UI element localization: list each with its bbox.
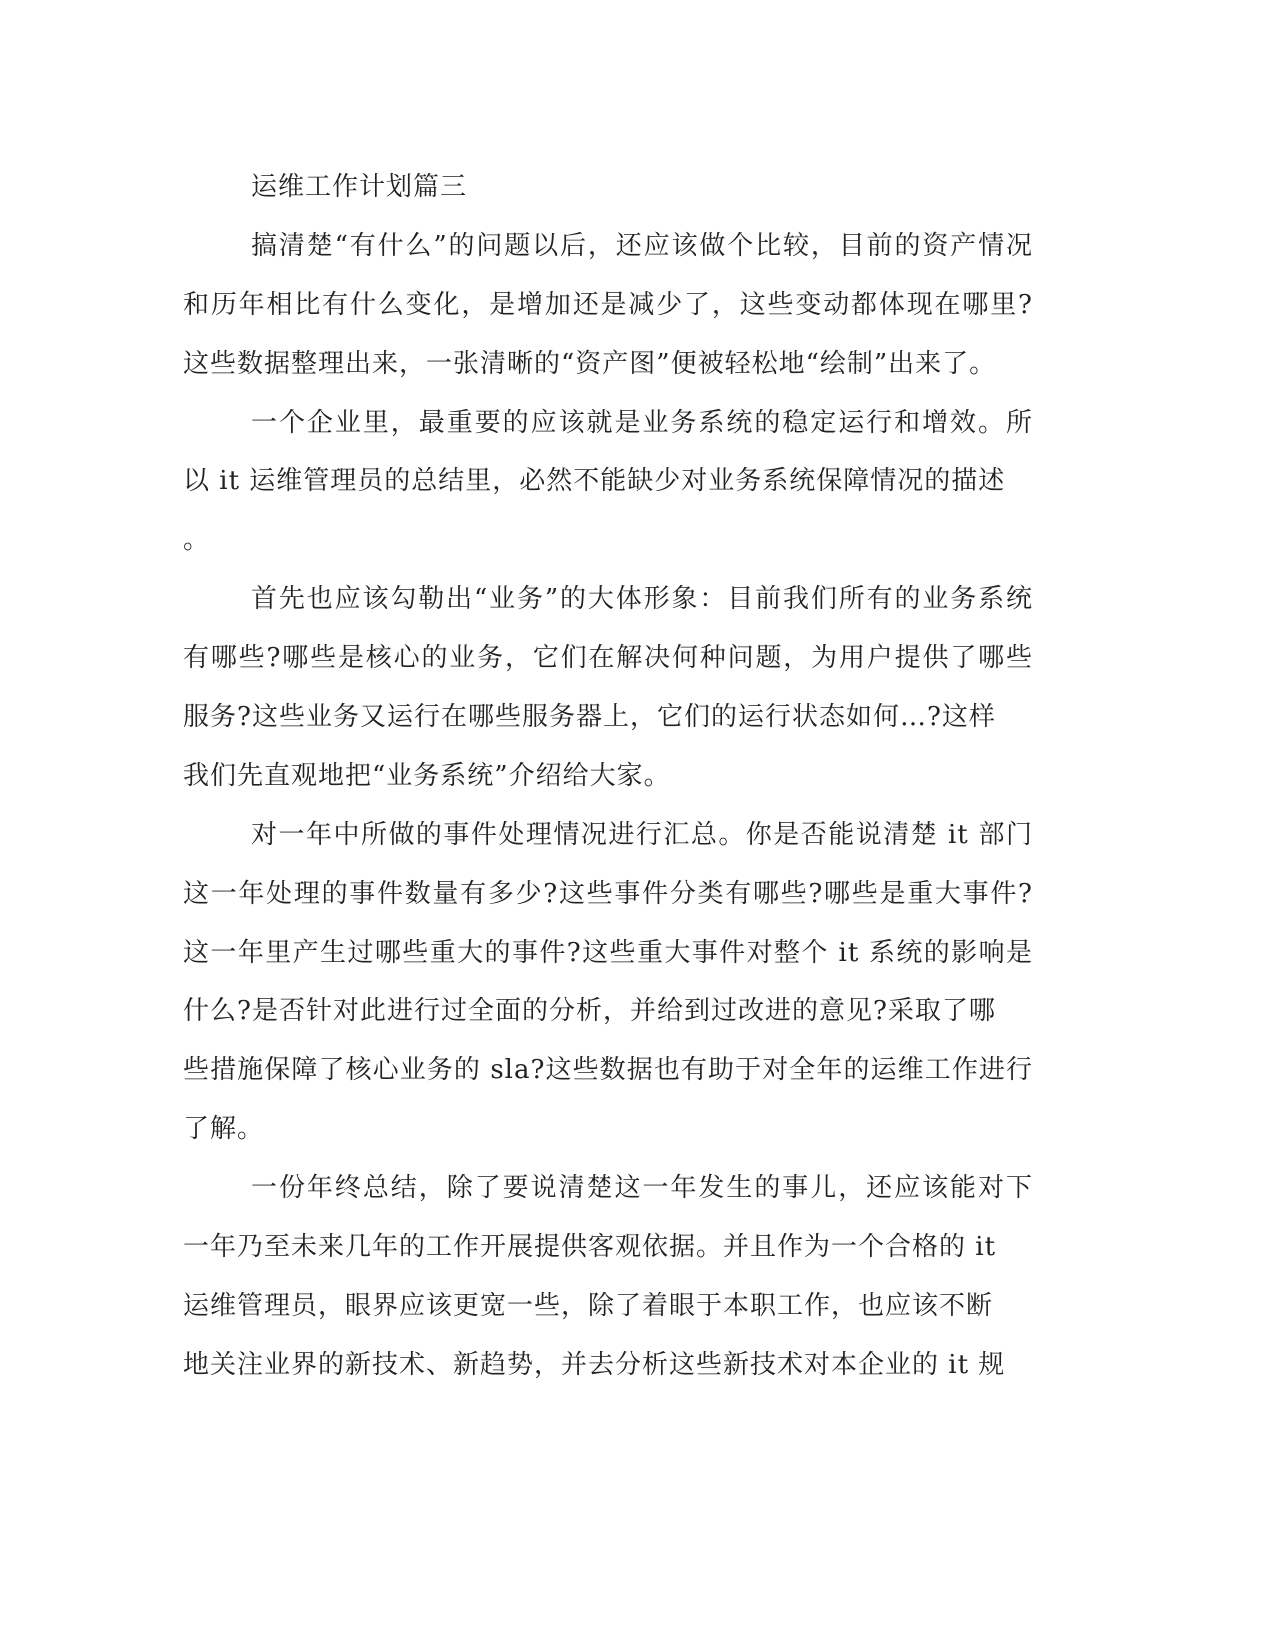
paragraph-line: 搞清楚“有什么”的问题以后，还应该做个比较，目前的资产情况 — [251, 230, 1033, 261]
paragraph-line: 些措施保障了核心业务的 sla?这些数据也有助于对全年的运维工作进行 — [183, 1055, 1033, 1086]
paragraph-line: 了解。 — [183, 1114, 265, 1145]
paragraph-line: 一份年终总结，除了要说清楚这一年发生的事儿，还应该能对下 — [251, 1173, 1033, 1204]
paragraph-2 — [183, 394, 1033, 571]
document-body — [183, 158, 1033, 1395]
paragraph-line: 运维管理员，眼界应该更宽一些，除了着眼于本职工作，也应该不断 — [183, 1290, 994, 1321]
paragraph-line: 。 — [183, 525, 211, 556]
paragraph-line: 地关注业界的新技术、新趋势，并去分析这些新技术对本企业的 it 规 — [183, 1349, 1006, 1380]
paragraph-line: 和历年相比有什么变化，是增加还是减少了，这些变动都体现在哪里? — [183, 289, 1033, 320]
paragraph-line: 一个企业里，最重要的应该就是业务系统的稳定运行和增效。所 — [251, 407, 1033, 438]
paragraph-line: 一年乃至未来几年的工作开展提供客观依据。并且作为一个合格的 it — [183, 1232, 997, 1263]
paragraph-line: 我们先直观地把“业务系统”介绍给大家。 — [183, 760, 671, 791]
paragraph-1 — [183, 217, 1033, 394]
paragraph-line: 对一年中所做的事件处理情况进行汇总。你是否能说清楚 it 部门 — [251, 819, 1033, 850]
paragraph-line: 有哪些?哪些是核心的业务，它们在解决何种问题，为用户提供了哪些 — [183, 643, 1033, 674]
paragraph-5 — [183, 1159, 1033, 1395]
document-title: 运维工作计划篇三 — [251, 172, 468, 202]
paragraph-line: 这些数据整理出来，一张清晰的“资产图”便被轻松地“绘制”出来了。 — [183, 348, 997, 379]
paragraph-3 — [183, 570, 1033, 806]
paragraph-4 — [183, 806, 1033, 1159]
paragraph-line: 这一年里产生过哪些重大的事件?这些重大事件对整个 it 系统的影响是 — [183, 937, 1033, 968]
paragraph-line: 服务?这些业务又运行在哪些服务器上，它们的运行状态如何…?这样 — [183, 702, 996, 733]
paragraph-line: 这一年处理的事件数量有多少?这些事件分类有哪些?哪些是重大事件? — [183, 878, 1033, 909]
paragraph-line: 什么?是否针对此进行过全面的分析，并给到过改进的意见?采取了哪 — [183, 996, 996, 1027]
paragraph-line: 以 it 运维管理员的总结里，必然不能缺少对业务系统保障情况的描述 — [183, 466, 1006, 497]
paragraph-line: 首先也应该勾勒出“业务”的大体形象：目前我们所有的业务系统 — [251, 584, 1033, 615]
